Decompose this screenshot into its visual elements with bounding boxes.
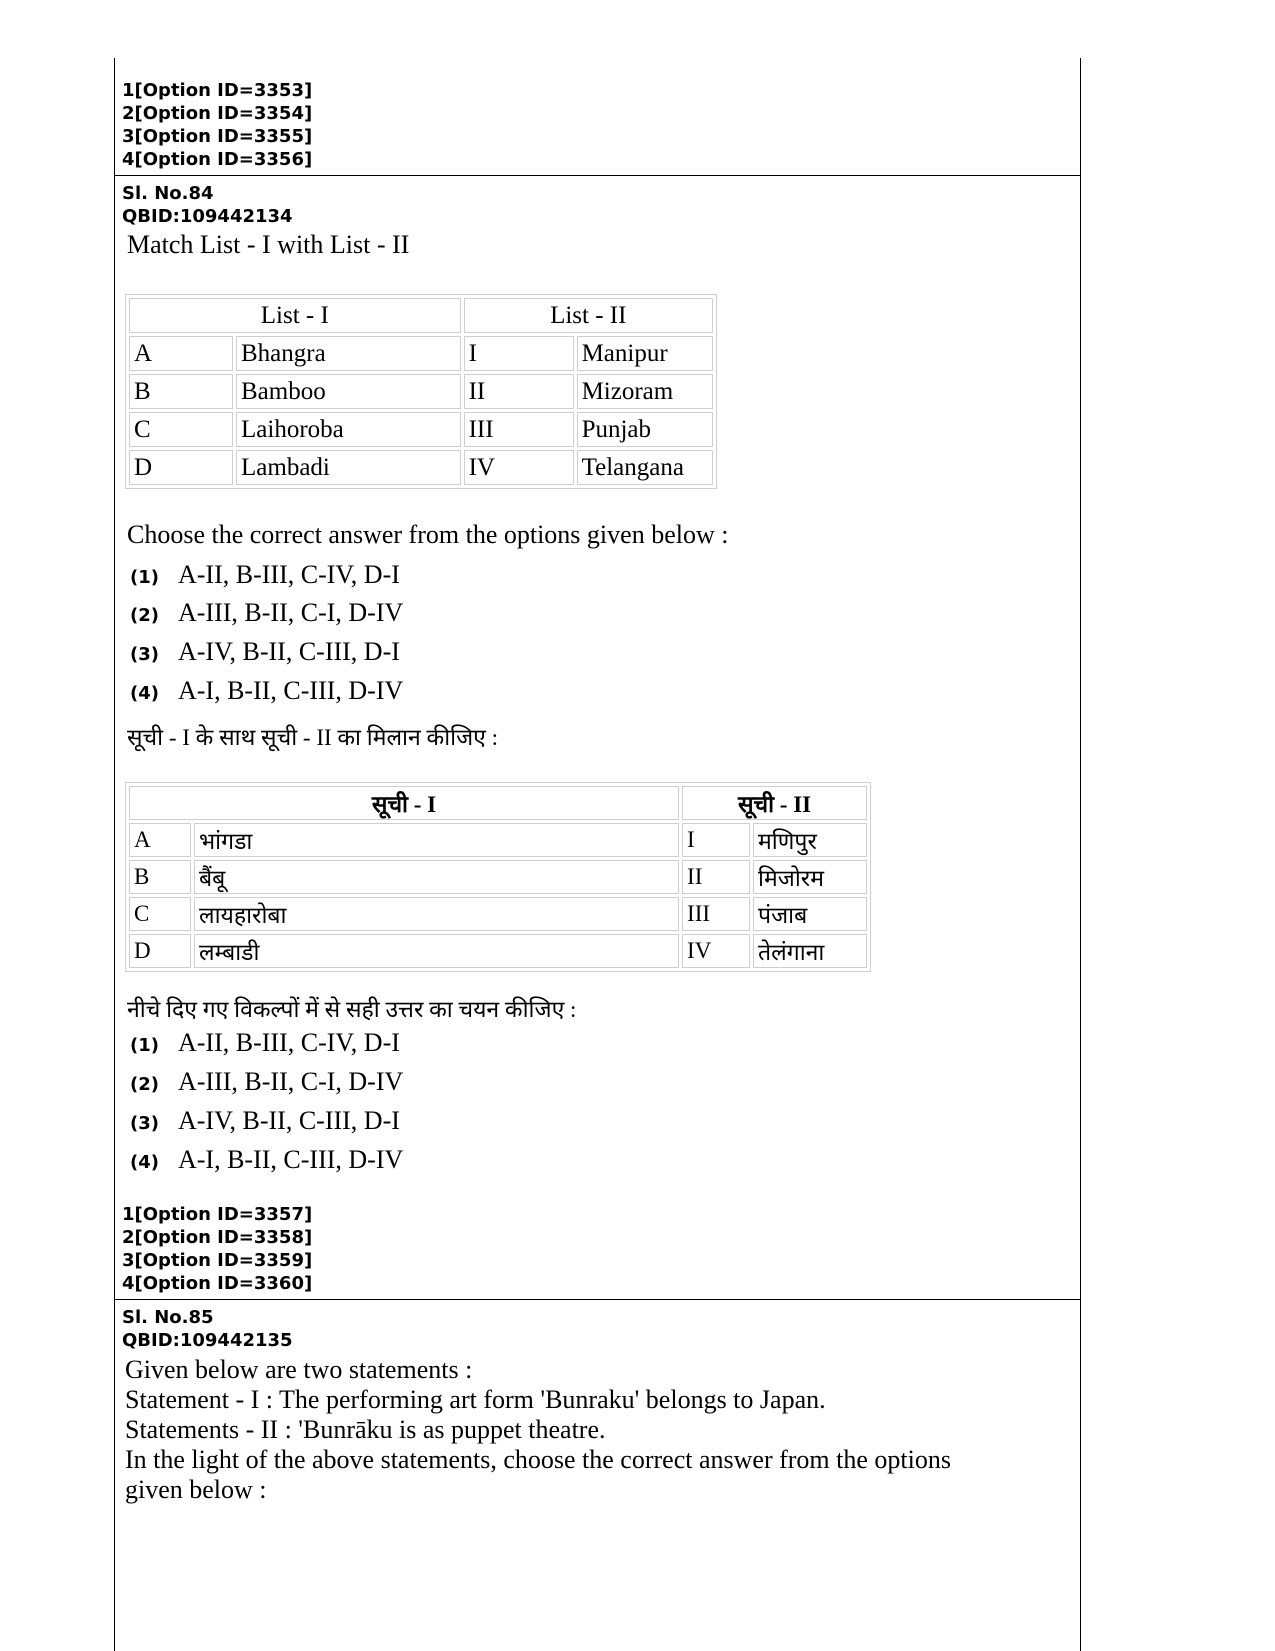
table-cell: Bamboo [236, 374, 461, 409]
table-header-row [129, 786, 867, 820]
table-header-row [129, 298, 713, 333]
table-cell: I [682, 823, 750, 857]
table-cell: Laihoroba [236, 412, 461, 447]
table-row [129, 450, 713, 485]
option-number: (2) [130, 1074, 159, 1095]
option-id-list-q83 [122, 79, 312, 171]
table-cell: भांगडा [194, 823, 679, 857]
table-cell: लायहारोबा [194, 897, 679, 931]
option-hi-4 [130, 1145, 403, 1175]
table-cell: A [129, 823, 191, 857]
option-text: A-IV, B-II, C-III, D-I [178, 637, 400, 666]
option-hi-2 [130, 1067, 403, 1097]
list-2-header: सूची - II [682, 786, 867, 820]
list-1-header: सूची - I [129, 786, 679, 820]
option-text: A-IV, B-II, C-III, D-I [178, 1106, 400, 1135]
option-number: (1) [130, 567, 159, 588]
table-cell: B [129, 860, 191, 894]
table-cell: B [129, 374, 233, 409]
table-row [129, 374, 713, 409]
table-cell: III [682, 897, 750, 931]
table-cell: IV [682, 934, 750, 968]
option-id: 4[Option ID=3360] [122, 1273, 313, 1294]
option-hi-3 [130, 1106, 400, 1136]
option-text: A-I, B-II, C-III, D-IV [178, 676, 404, 705]
table-cell: I [464, 336, 574, 371]
table-row [129, 336, 713, 371]
qbid: QBID:109442135 [122, 1330, 293, 1351]
option-id: 3[Option ID=3355] [122, 126, 313, 147]
table-row [129, 860, 867, 894]
option-number: (3) [130, 1113, 159, 1134]
option-text: A-I, B-II, C-III, D-IV [178, 1145, 404, 1174]
option-number: (4) [130, 683, 159, 704]
option-id: 4[Option ID=3356] [122, 149, 313, 170]
option-text: A-II, B-III, C-IV, D-I [178, 1028, 400, 1057]
table-cell: III [464, 412, 574, 447]
table-cell: C [129, 412, 233, 447]
table-cell: IV [464, 450, 574, 485]
option-id: 1[Option ID=3357] [122, 1204, 313, 1225]
table-cell: Lambadi [236, 450, 461, 485]
choose-instruction-hi: नीचे दिए गए विकल्पों में से सही उत्तर का चयन कीजिए : [127, 997, 577, 1022]
match-table-hi [125, 782, 871, 972]
option-en-2 [130, 598, 403, 628]
option-en-4 [130, 676, 403, 706]
option-en-1 [130, 560, 400, 590]
choose-instruction-en: Choose the correct answer from the options given below : [127, 520, 729, 549]
option-number: (1) [130, 1035, 159, 1056]
option-number: (4) [130, 1152, 159, 1173]
table-cell: C [129, 897, 191, 931]
question-meta-84 [122, 182, 293, 228]
table-row [129, 934, 867, 968]
option-id: 2[Option ID=3354] [122, 103, 313, 124]
option-id-list-q84 [122, 1203, 312, 1295]
q85-statement-1: Statement - I : The performing art form 'Bunraku' belongs to Japan. [125, 1385, 826, 1414]
option-id: 2[Option ID=3358] [122, 1227, 313, 1248]
q85-line-1: Given below are two statements : [125, 1355, 473, 1384]
table-cell: A [129, 336, 233, 371]
table-cell: तेलंगाना [753, 934, 867, 968]
table-row [129, 897, 867, 931]
option-id: 3[Option ID=3359] [122, 1250, 313, 1271]
table-row [129, 823, 867, 857]
question-meta-85 [122, 1306, 293, 1352]
list-2-header: List - II [464, 298, 713, 333]
list-1-header: List - I [129, 298, 461, 333]
qbid: QBID:109442134 [122, 206, 293, 227]
table-cell: लम्बाडी [194, 934, 679, 968]
option-text: A-III, B-II, C-I, D-IV [178, 598, 404, 627]
option-number: (2) [130, 605, 159, 626]
option-text: A-II, B-III, C-IV, D-I [178, 560, 400, 589]
table-row [129, 412, 713, 447]
question-prompt-en: Match List - I with List - II [127, 230, 410, 259]
option-id: 1[Option ID=3353] [122, 80, 313, 101]
table-cell: मणिपुर [753, 823, 867, 857]
option-text: A-III, B-II, C-I, D-IV [178, 1067, 404, 1096]
table-cell: मिजोरम [753, 860, 867, 894]
table-cell: II [682, 860, 750, 894]
match-table-en [125, 294, 717, 489]
serial-number: Sl. No.84 [122, 183, 214, 204]
q85-line-4: In the light of the above statements, choose the correct answer from the options [125, 1445, 951, 1474]
table-cell: Punjab [577, 412, 713, 447]
divider [114, 175, 1081, 176]
table-cell: Manipur [577, 336, 713, 371]
table-cell: पंजाब [753, 897, 867, 931]
serial-number: Sl. No.85 [122, 1307, 214, 1328]
divider [114, 1299, 1081, 1300]
q85-line-5: given below : [125, 1475, 267, 1504]
option-en-3 [130, 637, 400, 667]
table-cell: D [129, 450, 233, 485]
option-hi-1 [130, 1028, 400, 1058]
table-cell: Telangana [577, 450, 713, 485]
option-number: (3) [130, 644, 159, 665]
table-cell: D [129, 934, 191, 968]
table-cell: बैंबू [194, 860, 679, 894]
q85-statement-2: Statements - II : 'Bunrāku is as puppet theatre. [125, 1415, 606, 1444]
table-cell: II [464, 374, 574, 409]
table-cell: Mizoram [577, 374, 713, 409]
table-cell: Bhangra [236, 336, 461, 371]
question-prompt-hi: सूची - I के साथ सूची - II का मिलान कीजिए : [127, 725, 499, 750]
